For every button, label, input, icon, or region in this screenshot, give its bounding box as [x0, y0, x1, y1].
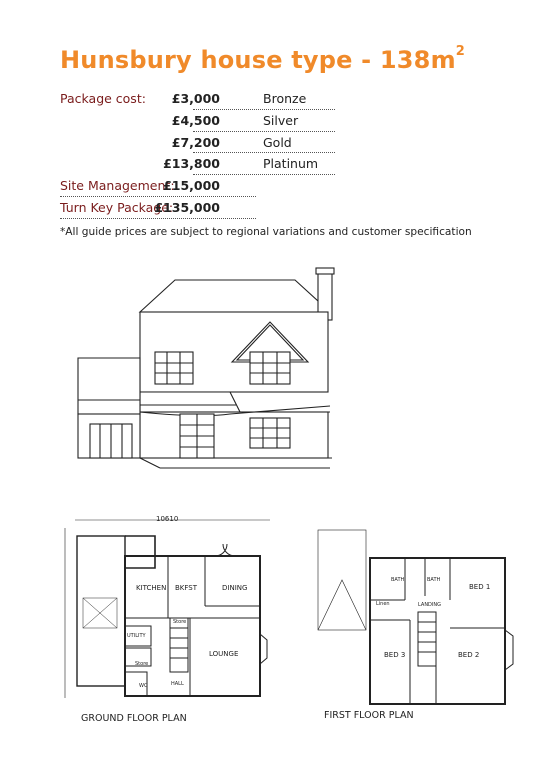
price-amount: £13,800 — [163, 156, 220, 172]
room-label: Linen — [376, 601, 390, 607]
turnkey-label: Turn Key Package: — [60, 199, 174, 215]
room-label: UTILITY — [127, 633, 146, 639]
room-label: HALL — [171, 681, 184, 687]
price-amount: £4,500 — [171, 112, 220, 128]
room-label: KITCHEN — [136, 584, 167, 592]
price-amount: £3,000 — [171, 91, 220, 106]
price-disclaimer: *All guide prices are subject to regional variations and customer specification — [60, 226, 472, 238]
room-label: LOUNGE — [209, 650, 239, 658]
price-tier: Silver — [263, 112, 299, 128]
title-superscript: 2 — [455, 44, 466, 59]
room-label: BED 2 — [458, 651, 480, 659]
first-floor-plan-drawing — [310, 520, 530, 710]
package-cost-label: Package cost: — [60, 91, 146, 106]
price-amount: £7,200 — [171, 134, 220, 150]
room-label: DINING — [222, 584, 248, 592]
room-label: LANDING — [418, 602, 442, 608]
room-label: Store — [135, 661, 149, 667]
ground-floor-plan-drawing — [55, 508, 275, 708]
room-label: BED 3 — [384, 651, 406, 659]
room-label: WC — [139, 683, 148, 689]
price-tier: Gold — [263, 134, 292, 150]
title-text: Hunsbury house type - 138m — [60, 46, 456, 74]
dimension-label: 10610 — [156, 515, 179, 523]
room-label: BKFST — [175, 584, 198, 592]
room-label: BATH — [427, 577, 441, 583]
room-label: Store — [173, 619, 187, 625]
price-amount: £135,000 — [154, 199, 220, 215]
price-amount: £15,000 — [163, 178, 220, 194]
site-management-label: Site Management: — [60, 178, 175, 194]
ground-floor-plan-label: GROUND FLOOR PLAN — [81, 713, 187, 724]
room-label: BATH — [391, 577, 405, 583]
price-tier: Platinum — [263, 156, 319, 172]
room-label: BED 1 — [469, 583, 491, 591]
price-tier: Bronze — [263, 91, 307, 106]
first-floor-plan-label: FIRST FLOOR PLAN — [324, 710, 414, 721]
